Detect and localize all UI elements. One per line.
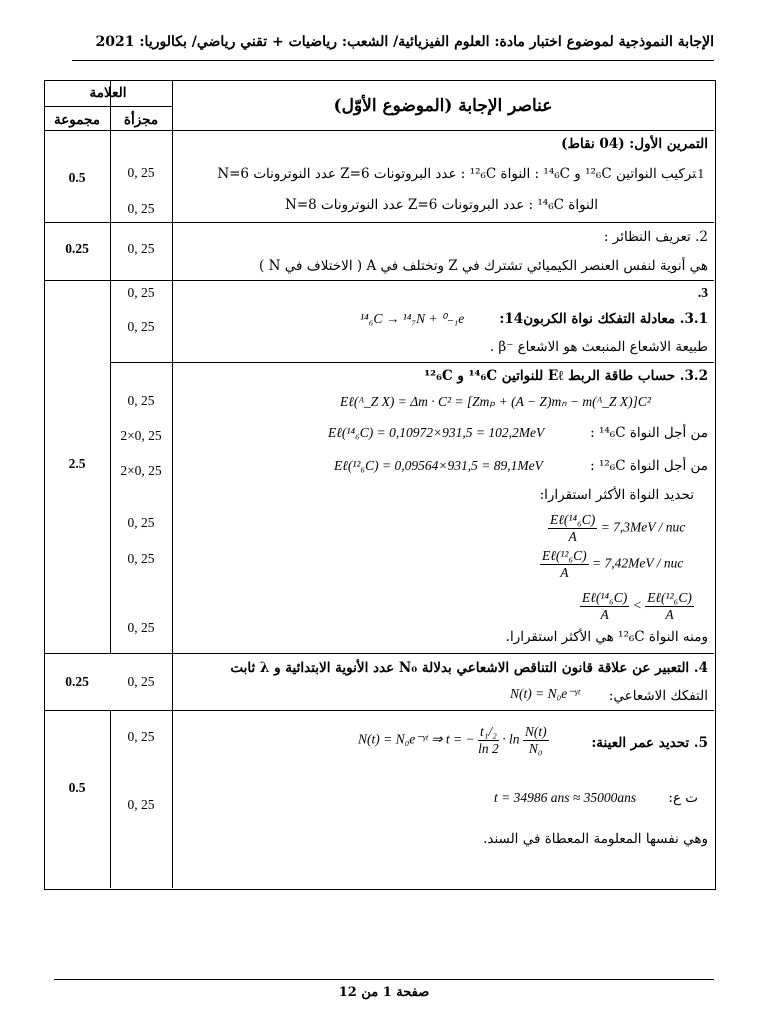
row6-partial-1: 0, 25 [127, 729, 155, 744]
row6-partial-2: 0, 25 [127, 797, 155, 812]
age-eq-part-b: · ln [502, 731, 520, 747]
q1-number: .1 [694, 166, 705, 181]
row4-total: 2.5 [68, 456, 86, 471]
row4-partial-6: 0, 25 [127, 620, 155, 635]
row6-total: 0.5 [68, 780, 86, 795]
header-rule [72, 60, 714, 61]
ratio-c12-den: A [560, 565, 569, 580]
c12-energy: Eℓ(¹²₆C) = 0,09564×931,5 = 89,1MeV [334, 458, 543, 473]
ratio-c14-den: A [568, 529, 577, 544]
row-sep-1 [44, 222, 714, 223]
row2-total: 0.25 [65, 241, 89, 256]
q1-line-2: النواة ¹⁴₆C : عدد البروتونات Z=6 عدد النوترونات N=8 [285, 197, 598, 213]
row5-partial-1: 0, 25 [127, 674, 155, 689]
cmp-left-den: A [600, 607, 609, 622]
row2-partial-1: 0, 25 [127, 241, 155, 256]
numeric-app-label: ت ع: [668, 790, 698, 806]
ratio-comparison [580, 590, 694, 623]
footer-rule [54, 979, 714, 980]
col-divider-content [172, 80, 173, 888]
q5-label: 5. تحديد عمر العينة: [591, 735, 708, 751]
ratio-c14-num: Eℓ(¹⁴₆C) [550, 512, 596, 527]
row-sep-3 [110, 362, 714, 363]
row4-partial-4: 0, 25 [127, 515, 155, 530]
q32-heading: 3.2. حساب طاقة الربط Eℓ للنواتين ¹⁴₆C و ¹²₆C [424, 368, 708, 384]
ratio-c12-value: = 7,42MeV / nuc [592, 555, 684, 571]
grade-header: العلامة [89, 85, 127, 101]
q31-label: 3.1. معادلة التفكك نواة الكربون14: [499, 311, 708, 327]
stability-conclusion: ومنه النواة ¹²₆C هي الأكثر استقرارا. [505, 629, 708, 645]
q2-line-2: هي أنوية لنفس العنصر الكيميائي تشترك في Z وتختلف في A ( الاختلاف في N ) [259, 258, 708, 274]
row5-total: 0.25 [65, 674, 89, 689]
cmp-left-num: Eℓ(¹⁴₆C) [582, 590, 628, 605]
row1-partial-2: 0, 25 [127, 201, 155, 216]
partial-header: مجزأة [123, 112, 159, 128]
ratio-c14 [548, 512, 685, 545]
cmp-right-num: Eℓ(¹²₆C) [647, 590, 692, 605]
ratio-n-num: N(t) [524, 724, 547, 739]
total-header: مجموعة [53, 112, 101, 128]
q2-line-1: 2. تعريف النظائر : [603, 229, 708, 245]
decay-equation: ¹⁴₆C → ¹⁴₇N + ⁰₋₁e [360, 311, 465, 326]
exercise-heading: التمرين الأول: (04 نقاط) [561, 136, 708, 152]
age-eq-part-a: N(t) = N₀e⁻ᵞᵗ ⇒ t = − [358, 731, 475, 747]
q1-line-1: تركيب النواتين ¹²₆C و ¹⁴₆C : النواة ¹²₆C : عدد البروتونات Z=6 عدد النوترونات N=6 [217, 166, 696, 182]
document-header: الإجابة النموذجية لموضوع اختبار مادة: العلوم الفيزيائية/ الشعب: رياضيات + تقني رياضي/ بكالوريا: 2021 [95, 34, 714, 50]
ratio-c12 [540, 548, 683, 581]
row4-partial-1: 0, 25 [127, 393, 155, 408]
ratio-c14-value: = 7,3MeV / nuc [600, 519, 686, 535]
sample-age-result: t = 34986 ans ≈ 35000ans [494, 790, 637, 805]
row-sep-2 [44, 280, 714, 281]
q31-radiation: طبيعة الاشعاع المنبعث هو الاشعاع ⁻β . [489, 339, 708, 355]
c14-energy: Eℓ(¹⁴₆C) = 0,10972×931,5 = 102,2MeV [328, 425, 545, 440]
row1-total: 0.5 [68, 170, 86, 185]
row3-partial-1: 0, 25 [127, 285, 155, 300]
q4-label: التفكك الاشعاعي: [608, 688, 708, 704]
section-title: عناصر الإجابة (الموضوع الأوّل) [333, 96, 553, 116]
half-life-num: t₁/₂ [479, 724, 497, 739]
binding-energy-formula: Eℓ(ᴬ_Z X) = Δm · C² = [Zmₚ + (A − Z)mₙ − m(ᴬ_Z X)]C² [340, 394, 651, 409]
grade-sub-rule [44, 106, 172, 107]
row-sep-5 [44, 710, 714, 711]
row4-partial-5: 0, 25 [127, 551, 155, 566]
row4-partial-2: 2×0, 25 [120, 428, 162, 443]
q3-heading: .3 [697, 285, 708, 300]
row-sep-4 [44, 653, 714, 654]
q5-conclusion: وهي نفسها المعلومة المعطاة في السند. [483, 831, 708, 847]
cmp-operator: < [632, 597, 642, 613]
stability-label: تحديد النواة الأكثر استقرارا: [539, 487, 694, 503]
ratio-n-den: N₀ [528, 741, 543, 756]
c14-label: من أجل النواة ¹⁴₆C : [590, 425, 708, 441]
q4-line-1: 4. التعبير عن علاقة قانون التناقص الاشعاعي بدلالة N₀ عدد الأنوية الابتدائية و λ ثابت [230, 660, 708, 676]
row-sep-header [44, 130, 714, 131]
ratio-c12-num: Eℓ(¹²₆C) [542, 548, 587, 563]
decay-law: N(t) = N₀e⁻ᵞᵗ [510, 686, 580, 701]
cmp-right-den: A [665, 607, 674, 622]
row1-partial-1: 0, 25 [127, 165, 155, 180]
c12-label: من أجل النواة ¹²₆C : [590, 458, 708, 474]
page-number: صفحة 1 من 12 [338, 985, 430, 1000]
row4-partial-3: 2×0, 25 [120, 463, 162, 478]
sample-age-formula [358, 724, 549, 757]
half-life-den: ln 2 [478, 741, 499, 756]
row3-partial-2: 0, 25 [127, 319, 155, 334]
